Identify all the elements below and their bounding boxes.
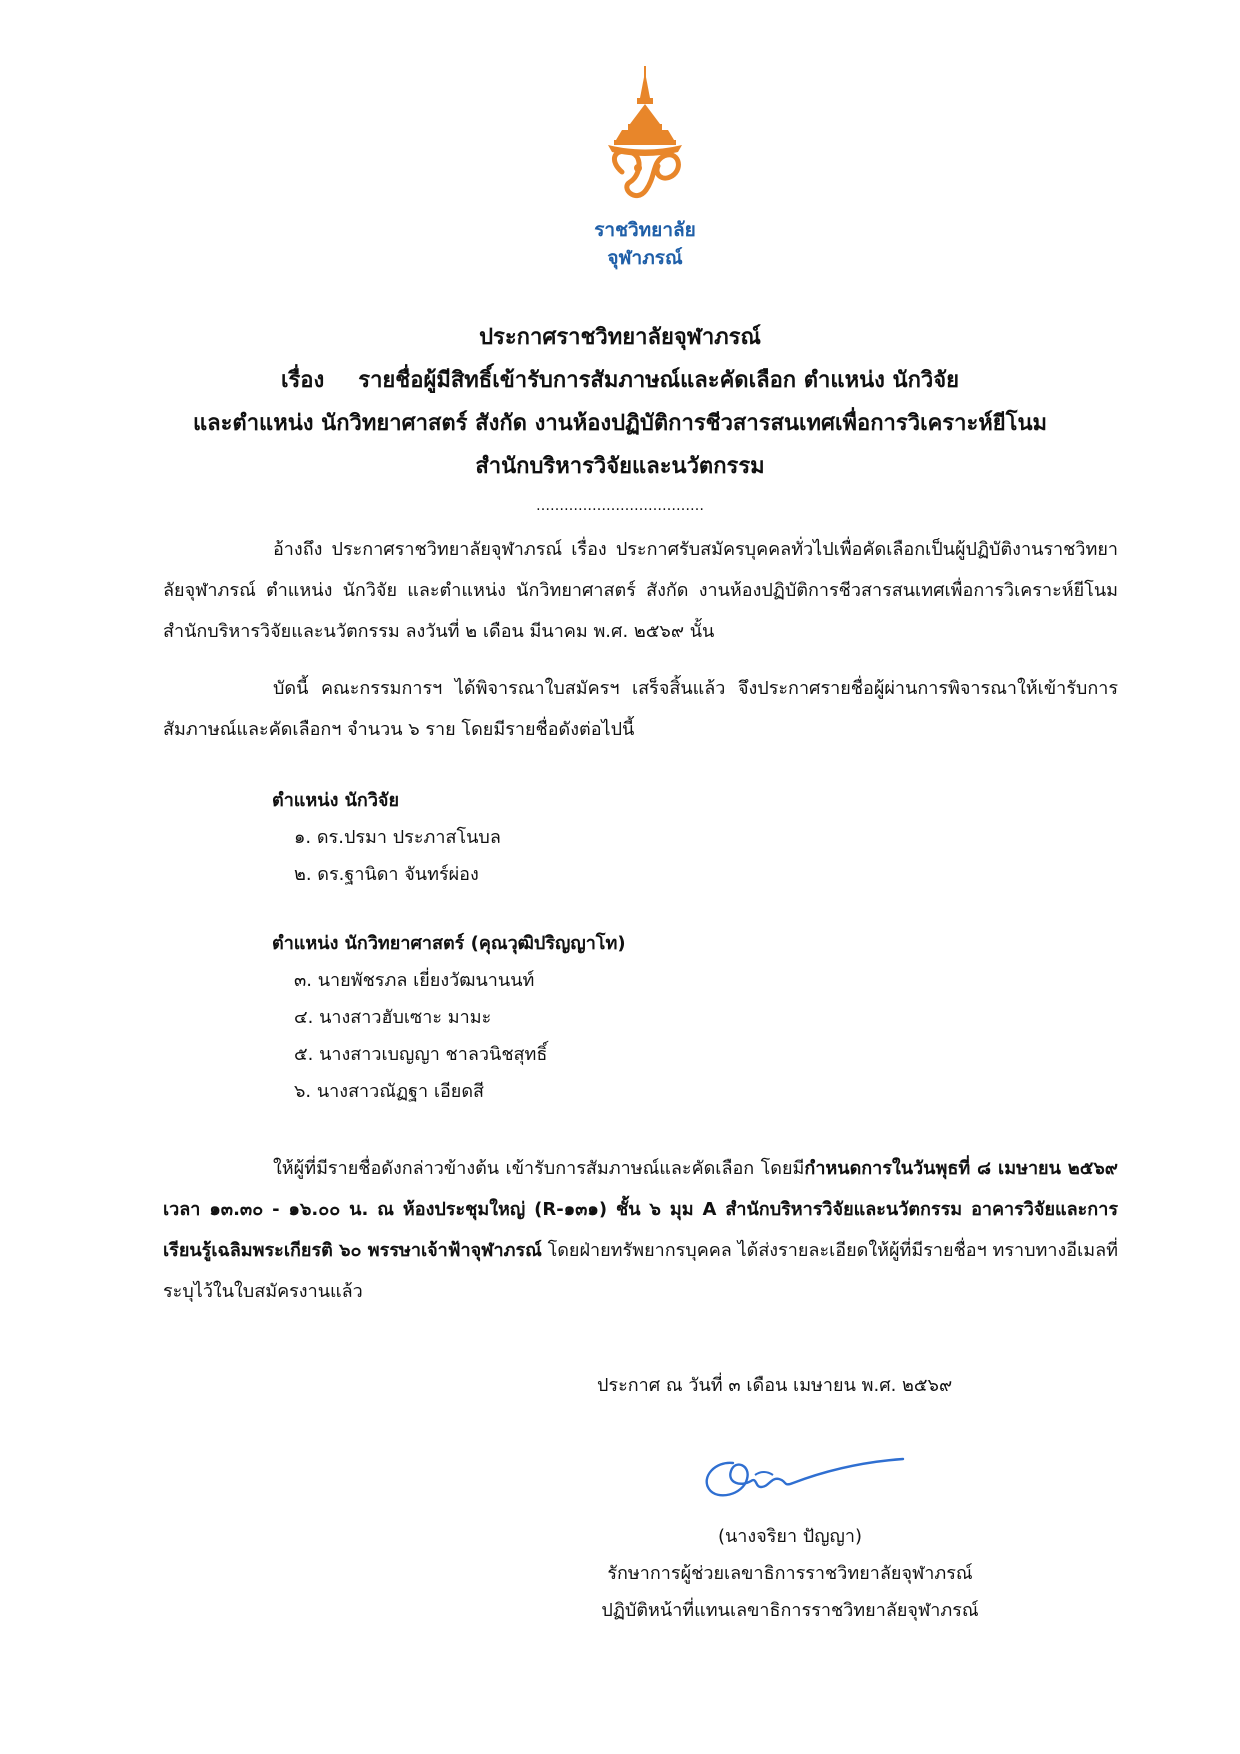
logo-name-line2: จุฬาภรณ์ xyxy=(607,247,683,269)
subject-text-1: รายชื่อผู้มีสิทธิ์เข้ารับการสัมภาษณ์และคัดเลือก ตำแหน่ง นักวิจัย xyxy=(358,368,960,393)
result-text: บัดนี้ คณะกรรมการฯ ได้พิจารณาใบสมัครฯ เสร็จสิ้นแล้ว จึงประกาศรายชื่อผู้ผ่านการพิจารณาให้เข้ารับการสัมภาษณ์และคัดเลือกฯ จำนวน ๖ ราย โดยมีรายชื่อดังต่อไปนี้ xyxy=(163,678,1118,740)
reference-paragraph xyxy=(163,529,1118,652)
subject-label: เรื่อง xyxy=(280,368,325,393)
subject-line-1 xyxy=(120,359,1120,402)
candidate-item: ๕. นางสาวเบญญา ชาลวนิชสุทธิ์ xyxy=(294,1044,548,1065)
result-paragraph xyxy=(163,668,1118,750)
crown-emblem-icon xyxy=(600,64,690,214)
logo-name-line1: ราชวิทยาลัย xyxy=(594,219,696,241)
schedule-paragraph xyxy=(163,1148,1118,1312)
announce-date: ประกาศ ณ วันที่ ๓ เดือน เมษายน พ.ศ. ๒๕๖๙ xyxy=(597,1375,953,1396)
subject-line-2: และตำแหน่ง นักวิทยาศาสตร์ สังกัด งานห้องปฏิบัติการชีวสารสนเทศเพื่อการวิเคราะห์ยีโนม xyxy=(192,411,1048,436)
signer-title-2: ปฏิบัติหน้าที่แทนเลขาธิการราชวิทยาลัยจุฬาภรณ์ xyxy=(601,1600,979,1621)
position-heading: ตำแหน่ง นักวิจัย xyxy=(272,790,400,811)
signer-title-1: รักษาการผู้ช่วยเลขาธิการราชวิทยาลัยจุฬาภรณ์ xyxy=(607,1563,973,1584)
signer-name: (นางจริยา ปัญญา) xyxy=(717,1526,863,1547)
schedule-details: กำหนดการในวันพุธที่ ๘ เมษายน ๒๕๖๙ เวลา ๑๓.๓๐ - ๑๖.๐๐ น. ณ ห้องประชุมใหญ่ (R-๑๓๑) ชั้น ๖ มุม A สำนักบริหารวิจัยและนวัตกรรม อาคารวิจัยและการเรียนรู้เฉลิมพระเกียรติ ๖๐ พรรษาเจ้าฟ้าจุฬาภรณ์ xyxy=(163,1158,1118,1261)
announcement-header xyxy=(120,316,1120,488)
title-separator: ……………………………… xyxy=(536,498,704,514)
schedule-text-before: ให้ผู้ที่มีรายชื่อดังกล่าวข้างต้น เข้ารับการสัมภาษณ์และคัดเลือก โดยมี xyxy=(273,1158,805,1179)
subject-line-3: สำนักบริหารวิจัยและนวัตกรรม xyxy=(475,454,765,479)
candidate-item: ๔. นางสาวฮับเซาะ มามะ xyxy=(294,1007,492,1028)
reference-text: อ้างถึง ประกาศราชวิทยาลัยจุฬาภรณ์ เรื่อง ประกาศรับสมัครบุคคลทั่วไปเพื่อคัดเลือกเป็นผู้ปฏิบัติงานราชวิทยาลัยจุฬาภรณ์ ตำแหน่ง นักวิจัย และตำแหน่ง นักวิทยาศาสตร์ สังกัด งานห้องปฏิบัติการชีวสารสนเทศเพื่อการวิเคราะห์ยีโนม สำนักบริหารวิจัยและนวัตกรรม ลงวันที่ ๒ เดือน มีนาคม พ.ศ. ๒๕๖๙ นั้น xyxy=(163,539,1118,642)
position-scientist-section xyxy=(272,925,626,1110)
announcement-title: ประกาศราชวิทยาลัยจุฬาภรณ์ xyxy=(479,325,761,350)
signature-image xyxy=(695,1425,905,1515)
schedule-text-after: โดยฝ่ายทรัพยากรบุคคล ได้ส่งรายละเอียดให้ผู้ที่มีรายชื่อฯ ทราบทางอีเมลที่ระบุไว้ในใบสมัครงานแล้ว xyxy=(163,1240,1118,1302)
college-logo xyxy=(575,64,715,274)
candidate-item: ๒. ดร.ฐานิดา จันทร์ผ่อง xyxy=(294,864,479,885)
candidate-item: ๖. นางสาวณัฏฐา เอียดสี xyxy=(294,1081,485,1102)
position-researcher-section xyxy=(272,782,501,893)
position-heading: ตำแหน่ง นักวิทยาศาสตร์ (คุณวุฒิปริญญาโท) xyxy=(272,933,626,954)
candidate-item: ๓. นายพัชรภล เยี่ยงวัฒนานนท์ xyxy=(294,970,535,991)
candidate-item: ๑. ดร.ปรมา ประภาสโนบล xyxy=(294,827,501,848)
signer-block xyxy=(560,1518,1020,1629)
